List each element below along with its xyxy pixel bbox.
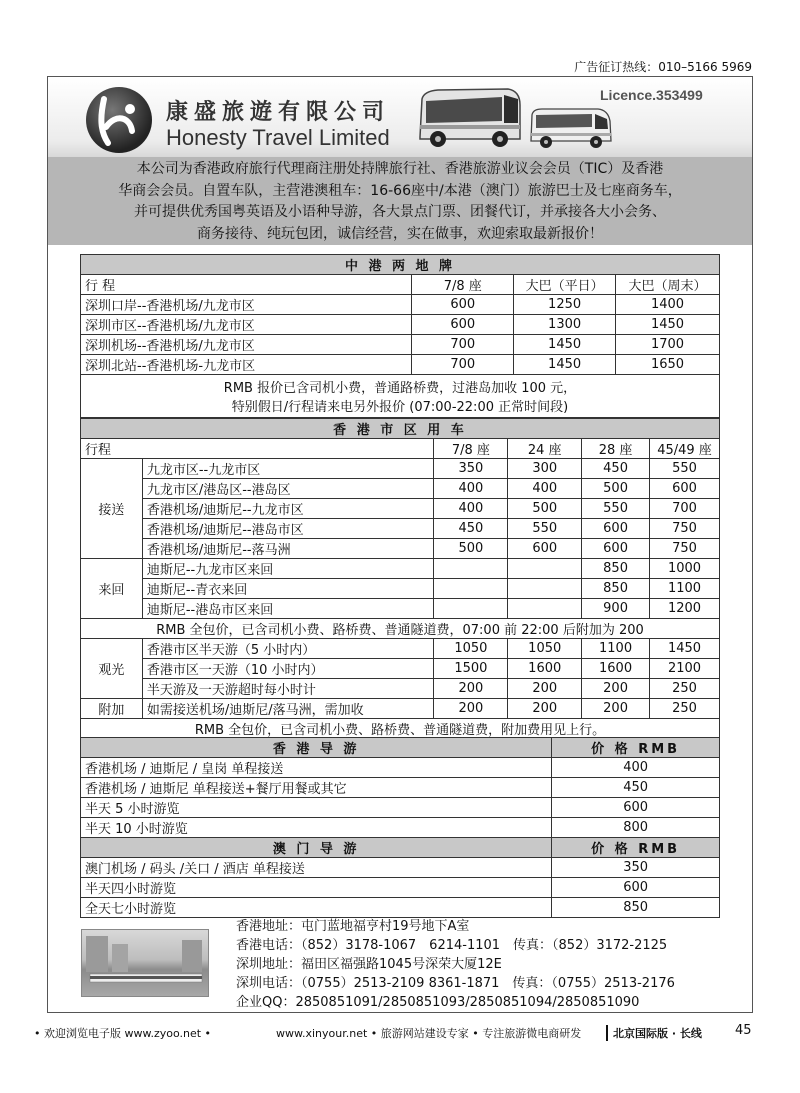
price-cell: 550 <box>508 519 582 539</box>
price-cell: 1400 <box>616 295 720 315</box>
price-cell: 1000 <box>650 559 720 579</box>
cross-border-price-table <box>80 254 720 418</box>
route-cell: 深圳市区--香港机场/九龙市区 <box>81 315 412 335</box>
price-cell: 700 <box>650 499 720 519</box>
price-cell: 750 <box>650 519 720 539</box>
price-cell: 350 <box>552 858 720 878</box>
price-note: RMB 全包价，已含司机小费、路桥费、普通隧道费，07:00 前 22:00 后附加为 200 <box>81 619 720 639</box>
price-note: RMB 全包价，已含司机小费、路桥费、普通隧道费，附加费用见上行。 <box>81 719 720 739</box>
route-cell: 迪斯尼--九龙市区来回 <box>142 559 434 579</box>
price-cell: 250 <box>650 679 720 699</box>
table-title: 香 港 导 游 <box>81 738 552 758</box>
price-cell: 500 <box>434 539 508 559</box>
intro-line: 本公司为香港政府旅行代理商注册处持牌旅行社、香港旅游业议会会员（TIC）及香港 <box>136 161 664 177</box>
company-header <box>48 77 752 157</box>
price-cell: 1050 <box>508 639 582 659</box>
price-cell: 750 <box>650 539 720 559</box>
table-row <box>81 878 720 898</box>
ad-hotline: 广告征订热线：010–5166 5969 <box>574 60 752 74</box>
table-row <box>81 798 720 818</box>
column-header: 行程 <box>81 439 434 459</box>
route-cell: 香港机场/迪斯尼--九龙市区 <box>142 499 434 519</box>
price-cell: 1100 <box>582 639 650 659</box>
price-cell: 1450 <box>514 335 616 355</box>
price-cell: 400 <box>552 758 720 778</box>
price-cell: 1200 <box>650 599 720 619</box>
price-cell: 850 <box>552 898 720 918</box>
price-cell: 500 <box>582 479 650 499</box>
column-header: 28 座 <box>582 439 650 459</box>
price-cell: 400 <box>434 499 508 519</box>
group-label: 来回 <box>81 559 143 619</box>
table-row <box>81 295 720 315</box>
column-header: 7/8 座 <box>412 275 514 295</box>
table-row <box>81 898 720 918</box>
price-cell: 600 <box>508 539 582 559</box>
price-cell: 450 <box>582 459 650 479</box>
price-cell: 1450 <box>616 315 720 335</box>
price-cell: 600 <box>412 295 514 315</box>
column-header: 24 座 <box>508 439 582 459</box>
contact-info <box>236 917 675 1012</box>
price-note: RMB 报价已含司机小费，普通路桥费，过港岛加收 100 元， <box>81 375 720 397</box>
price-cell: 450 <box>552 778 720 798</box>
service-cell: 香港机场 / 迪斯尼 单程接送+餐厅用餐或其它 <box>81 778 552 798</box>
table-row <box>81 858 720 878</box>
price-cell: 400 <box>508 479 582 499</box>
price-cell: 700 <box>412 355 514 375</box>
route-cell: 迪斯尼--青衣来回 <box>142 579 434 599</box>
route-cell: 九龙市区--九龙市区 <box>142 459 434 479</box>
hk-city-vehicle-table <box>80 418 720 739</box>
route-cell: 迪斯尼--港岛市区来回 <box>142 599 434 619</box>
group-label: 附加 <box>81 699 143 719</box>
price-cell: 1100 <box>650 579 720 599</box>
service-cell: 全天七小时游览 <box>81 898 552 918</box>
price-cell: 600 <box>552 798 720 818</box>
company-name-cn: 康盛旅遊有限公司 <box>166 100 391 125</box>
price-cell: 850 <box>582 559 650 579</box>
price-cell: 1450 <box>514 355 616 375</box>
contact-line: 企业QQ：2850851091/2850851093/2850851094/2850851090 <box>236 995 640 1010</box>
table-row <box>81 499 720 519</box>
route-cell: 香港市区半天游（5 小时内） <box>142 639 434 659</box>
minibus-icon <box>528 105 614 151</box>
price-cell: 2100 <box>650 659 720 679</box>
intro-line: 华商会会员。自置车队，主营港澳租车：16-66座中/本港（澳门）旅游巴士及七座商务车， <box>118 182 682 199</box>
price-cell <box>434 559 508 579</box>
company-logo-icon <box>86 87 152 153</box>
price-cell: 600 <box>582 519 650 539</box>
price-cell: 1450 <box>650 639 720 659</box>
footer-edition: 北京国际版 · 长线 <box>606 1025 702 1041</box>
price-cell: 1300 <box>514 315 616 335</box>
route-cell: 香港机场/迪斯尼--港岛市区 <box>142 519 434 539</box>
price-cell: 200 <box>582 679 650 699</box>
company-name-en: Honesty Travel Limited <box>166 125 390 150</box>
page-number: 45 <box>735 1023 752 1038</box>
advertisement-block <box>47 76 753 1013</box>
tour-guide-price-table <box>80 737 720 918</box>
table-row <box>81 758 720 778</box>
price-cell <box>508 559 582 579</box>
table-row <box>81 659 720 679</box>
price-cell <box>434 599 508 619</box>
column-header: 价 格 RMB <box>552 738 720 758</box>
route-cell: 九龙市区/港岛区--港岛区 <box>142 479 434 499</box>
table-row <box>81 818 720 838</box>
contact-line: 香港电话：（852）3178-1067 6214-1101 传真：（852）3172-2125 <box>236 938 668 953</box>
column-header: 行 程 <box>81 275 412 295</box>
table-row <box>81 599 720 619</box>
route-cell: 香港市区一天游（10 小时内） <box>142 659 434 679</box>
column-header: 大巴（周末） <box>616 275 720 295</box>
price-cell: 600 <box>412 315 514 335</box>
price-cell: 550 <box>650 459 720 479</box>
price-cell: 300 <box>508 459 582 479</box>
table-row <box>81 699 720 719</box>
bus-fleet-photo <box>81 929 209 997</box>
price-cell: 200 <box>508 679 582 699</box>
price-cell: 900 <box>582 599 650 619</box>
price-cell: 400 <box>434 479 508 499</box>
table-row <box>81 539 720 559</box>
route-cell: 深圳口岸--香港机场/九龙市区 <box>81 295 412 315</box>
price-cell: 200 <box>434 699 508 719</box>
company-introduction <box>48 157 752 245</box>
price-cell: 1050 <box>434 639 508 659</box>
footer-website-link[interactable]: • 欢迎浏览电子版 www.zyoo.net • <box>34 1027 212 1040</box>
coach-bus-icon <box>416 85 524 151</box>
price-cell <box>508 599 582 619</box>
price-cell: 600 <box>582 539 650 559</box>
route-cell: 深圳北站--香港机场-九龙市区 <box>81 355 412 375</box>
price-cell: 700 <box>412 335 514 355</box>
column-header: 7/8 座 <box>434 439 508 459</box>
price-cell: 500 <box>508 499 582 519</box>
price-cell: 850 <box>582 579 650 599</box>
table-row <box>81 519 720 539</box>
licence-number: Licence.353499 <box>600 87 703 103</box>
table-row <box>81 639 720 659</box>
service-cell: 澳门机场 / 码头 /关口 / 酒店 单程接送 <box>81 858 552 878</box>
price-cell: 600 <box>552 878 720 898</box>
price-cell: 1600 <box>508 659 582 679</box>
price-cell: 200 <box>582 699 650 719</box>
group-label: 接送 <box>81 459 143 559</box>
contact-line: 香港地址：屯门蓝地福亨村19号地下A室 <box>236 919 470 934</box>
route-cell: 如需接送机场/迪斯尼/落马洲，需加收 <box>142 699 434 719</box>
price-cell: 450 <box>434 519 508 539</box>
table-row <box>81 559 720 579</box>
service-cell: 半天 10 小时游览 <box>81 818 552 838</box>
price-cell: 550 <box>582 499 650 519</box>
price-cell: 200 <box>434 679 508 699</box>
contact-line: 深圳电话：（0755）2513-2109 8361-1871 传真：（0755）2513-2176 <box>236 976 675 991</box>
price-cell <box>508 579 582 599</box>
price-cell: 1600 <box>582 659 650 679</box>
price-cell: 1700 <box>616 335 720 355</box>
route-cell: 半天游及一天游超时每小时计 <box>142 679 434 699</box>
intro-line: 并可提供优秀国粤英语及小语种导游，各大景点门票、团餐代订，并承接各大小会务、 <box>134 204 666 220</box>
table-row <box>81 778 720 798</box>
price-cell: 1500 <box>434 659 508 679</box>
column-header: 大巴（平日） <box>514 275 616 295</box>
price-cell <box>434 579 508 599</box>
table-row <box>81 479 720 499</box>
price-cell: 250 <box>650 699 720 719</box>
price-cell: 200 <box>508 699 582 719</box>
group-label: 观光 <box>81 639 143 699</box>
price-cell: 1650 <box>616 355 720 375</box>
table-row <box>81 355 720 375</box>
price-cell: 1250 <box>514 295 616 315</box>
price-cell: 350 <box>434 459 508 479</box>
table-row <box>81 335 720 355</box>
column-header: 价 格 RMB <box>552 838 720 858</box>
price-cell: 800 <box>552 818 720 838</box>
price-cell: 600 <box>650 479 720 499</box>
table-row <box>81 579 720 599</box>
route-cell: 香港机场/迪斯尼--落马洲 <box>142 539 434 559</box>
table-title: 香 港 市 区 用 车 <box>81 419 720 439</box>
service-cell: 半天四小时游览 <box>81 878 552 898</box>
footer-tagline: www.xinyour.net • 旅游网站建设专家 • 专注旅游微电商研发 <box>276 1027 582 1040</box>
price-note: 特别假日/行程请来电另外报价 (07:00-22:00 正常时间段) <box>81 396 720 418</box>
service-cell: 香港机场 / 迪斯尼 / 皇岗 单程接送 <box>81 758 552 778</box>
contact-line: 深圳地址：福田区福强路1045号深荣大厦12E <box>236 957 502 972</box>
service-cell: 半天 5 小时游览 <box>81 798 552 818</box>
table-title: 澳 门 导 游 <box>81 838 552 858</box>
table-row <box>81 459 720 479</box>
table-title: 中 港 两 地 牌 <box>81 255 720 275</box>
intro-line: 商务接待、纯玩包团，诚信经营，实在做事，欢迎索取最新报价！ <box>197 225 603 242</box>
table-row <box>81 679 720 699</box>
route-cell: 深圳机场--香港机场/九龙市区 <box>81 335 412 355</box>
table-row <box>81 315 720 335</box>
column-header: 45/49 座 <box>650 439 720 459</box>
